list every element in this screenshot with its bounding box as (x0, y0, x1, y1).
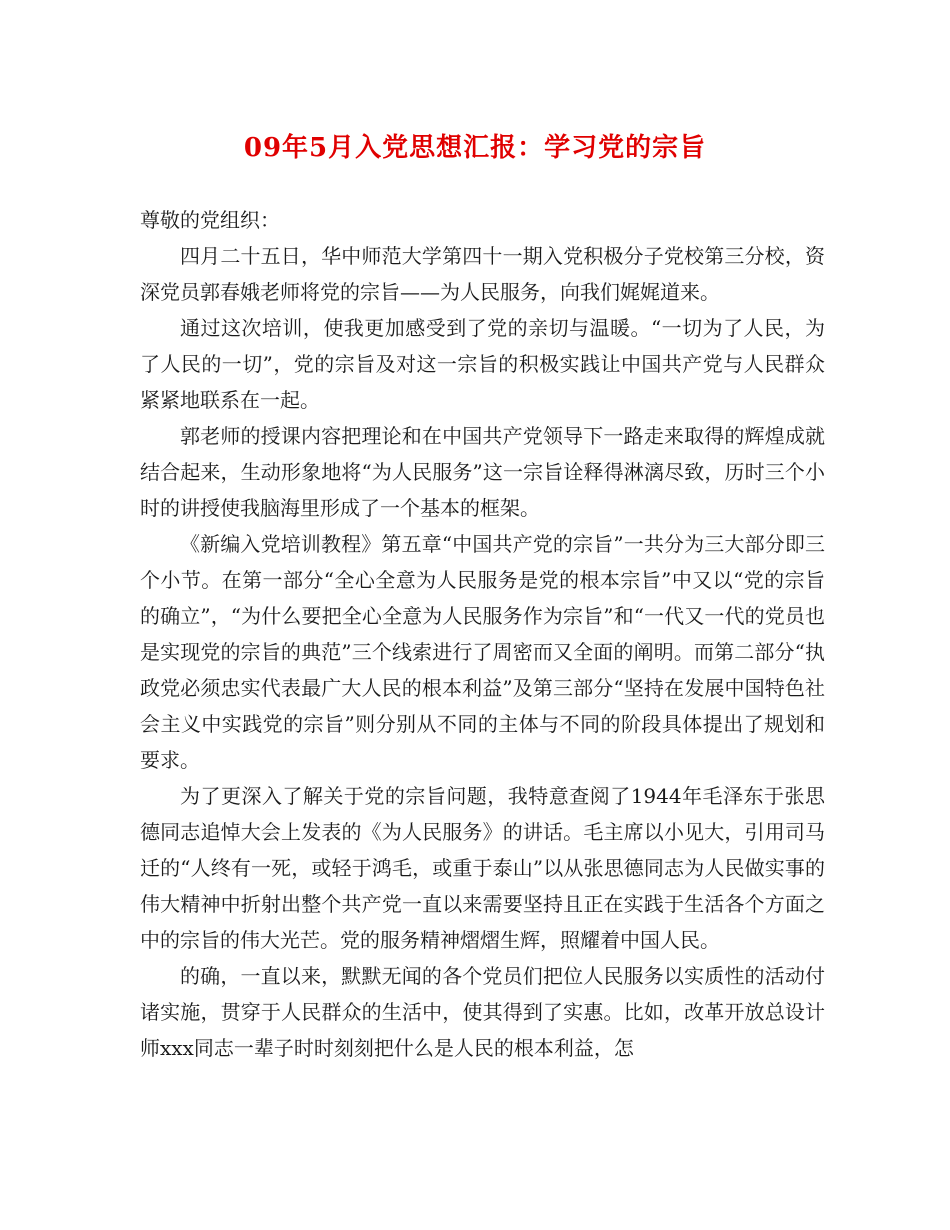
paragraph: 《新编入党培训教程》第五章“中国共产党的宗旨”一共分为三大部分即三个小节。在第一部分“全心全意为人民服务是党的根本宗旨”中又以“党的宗旨的确立”，“为什么要把全心全意为人民服务作为宗旨”和“一代又一代的党员也是实现党的宗旨的典范”三个线索进行了周密而又全面的阐明。而第二部分“执政党必须忠实代表最广大人民的根本利益”及第三部分“坚持在发展中国特色社会主义中实践党的宗旨”则分别从不同的主体与不同的阶段具体提出了规划和要求。 (140, 532, 825, 772)
document-title: 09年5月入党思想汇报：学习党的宗旨 (243, 133, 707, 163)
paragraph: 的确，一直以来，默默无闻的各个党员们把位人民服务以实质性的活动付诸实施，贯穿于人民群众的生活中，使其得到了实惠。比如，改革开放总设计师xxx同志一辈子时时刻刻把什么是人民的根本利益，怎 (140, 964, 825, 1060)
paragraph: 为了更深入了解关于党的宗旨问题，我特意查阅了1944年毛泽东于张思德同志追悼大会上发表的《为人民服务》的讲话。毛主席以小见大，引用司马迁的“人终有一死，或轻于鸿毛，或重于泰山”以从张思德同志为人民做实事的伟大精神中折射出整个共产党一直以来需要坚持且正在实践于生活各个方面之中的宗旨的伟大光芒。党的服务精神熠熠生辉，照耀着中国人民。 (140, 784, 825, 952)
salutation: 尊敬的党组织： (140, 208, 280, 232)
paragraph: 四月二十五日，华中师范大学第四十一期入党积极分子党校第三分校，资深党员郭春娥老师将党的宗旨——为人民服务，向我们娓娓道来。 (140, 244, 825, 304)
paragraph: 通过这次培训，使我更加感受到了党的亲切与温暖。“一切为了人民，为了人民的一切”，党的宗旨及对这一宗旨的积极实践让中国共产党与人民群众紧紧地联系在一起。 (140, 316, 825, 412)
document-body (140, 202, 825, 1066)
paragraph: 郭老师的授课内容把理论和在中国共产党领导下一路走来取得的辉煌成就结合起来，生动形象地将“为人民服务”这一宗旨诠释得淋漓尽致，历时三个小时的讲授使我脑海里形成了一个基本的框架。 (140, 424, 825, 520)
